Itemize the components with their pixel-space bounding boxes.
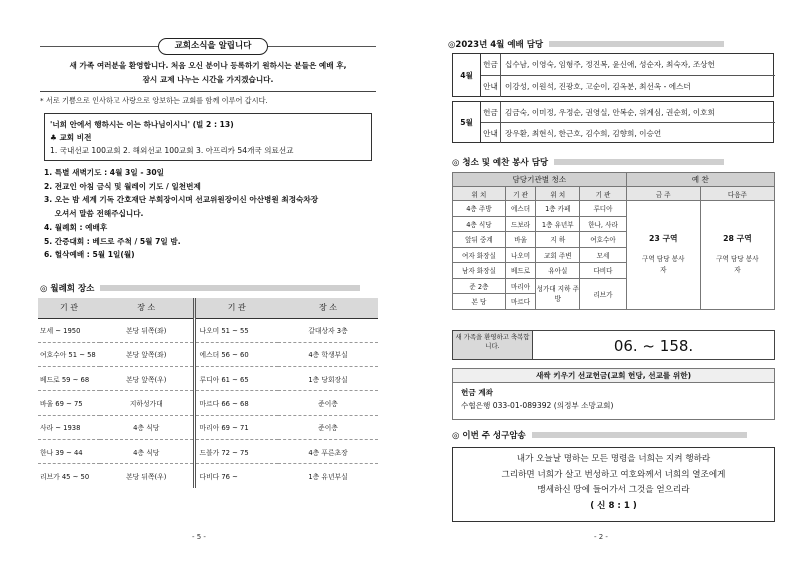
org-cell: 마리아 69 ~ 71 (194, 415, 278, 439)
serve-this-week-cell (626, 201, 700, 310)
duty-role: 헌금 (481, 102, 501, 122)
table-row (38, 415, 378, 439)
month-label: 5월 (453, 102, 481, 142)
page-number-left: - 5 - (192, 533, 206, 541)
duty-row (481, 102, 775, 123)
place-cell: 준이층 (278, 415, 378, 439)
table-row (38, 318, 378, 342)
duty-row (481, 123, 775, 143)
org-cell: 리브가 45 ~ 50 (38, 464, 100, 488)
duty-names: 이강성, 이원석, 진광호, 고순이, 김옥분, 최선옥 - 에스더 (505, 82, 691, 91)
announcement-item: 1. 특별 새벽기도 : 4월 3일 - 30일 (44, 168, 165, 177)
verse-line: 내가 오늘날 명하는 모든 명령을 너희는 지켜 행하라 (516, 454, 711, 464)
clean-section-title: ◎ 청소 및 예찬 봉사 담당 (452, 158, 549, 168)
worship-section-heading (40, 282, 360, 294)
month-label: 4월 (453, 54, 481, 96)
clean-header-side: 예 찬 (626, 173, 774, 187)
page-number-right: - 2 - (594, 533, 608, 541)
org-cell: 베드로 59 ~ 68 (38, 367, 100, 391)
cell: 지 하 (536, 232, 580, 248)
cell: 1층 카페 (536, 201, 580, 217)
place-cell: 1층 유년부실 (278, 464, 378, 488)
place-cell: 본당 뒤쪽(우) (100, 464, 194, 488)
section-bar (532, 432, 747, 438)
cleaning-table (452, 172, 775, 310)
org-cell: 에스더 56 ~ 60 (194, 342, 278, 366)
mission-title: 새싹 키우기 선교헌금(교회 헌당, 선교를 위한) (453, 369, 774, 383)
clean-section-heading (452, 156, 724, 168)
cell: 한나, 사라 (580, 216, 626, 232)
cell: 준 2층 (453, 278, 506, 294)
org-cell: 바울 69 ~ 75 (38, 391, 100, 415)
place-cell: 준이층 (278, 391, 378, 415)
verse-line: 그리하면 너희가 살고 번성하고 여호와께서 너희의 열조에게 (501, 469, 726, 480)
announcement-item: 6. 헐삭예배 : 5월 1일(월) (44, 250, 135, 260)
org-cell: 모세 ~ 1950 (38, 318, 100, 342)
duty-role: 안내 (481, 123, 501, 143)
cell: 4층 주방 (453, 201, 506, 217)
duty-names: 십수남, 이영숙, 임형주, 정진복, 윤신애, 성순자, 최숙자, 조상헌 (505, 60, 715, 69)
mission-account-label: 헌금 계좌 (461, 388, 493, 397)
announcement-item: 3. 오는 밤 세계 기독 간호재단 부회장이시며 선교위원장이신 아산병원 최정숙차장 (44, 195, 319, 205)
vision-verse: '너희 안에서 행하시는 이는 하나님이시니' (빌 2 : 13) (50, 120, 234, 129)
table-row (38, 439, 378, 463)
cell: 여호수아 (580, 232, 626, 248)
table-row (38, 391, 378, 415)
verse-section-heading (452, 429, 747, 441)
vision-title: ♣ 교회 비전 (50, 133, 92, 142)
sub-header: 다음주 (700, 187, 774, 201)
cell: 유아실 (536, 263, 580, 279)
cell: 모세 (580, 247, 626, 263)
new-family-label: 새 가족을 환영하고 축복합니다. (453, 331, 533, 359)
cell: 남자 화장실 (453, 263, 506, 279)
duty-row (481, 54, 775, 76)
section-bar (549, 41, 724, 47)
cell: 베드로 (505, 263, 535, 279)
duty-box-may (452, 101, 774, 143)
duty-row (481, 76, 775, 97)
place-cell: 1층 당회장실 (278, 367, 378, 391)
verse-reference: ( 신 8 : 1 ) (590, 500, 637, 511)
announcement-item: 2. 전교인 아침 금식 및 월레이 기도 / 일천번제 (44, 181, 201, 191)
duty-role: 안내 (481, 76, 501, 97)
worship-section-title: ◎ 월례회 장소 (40, 284, 95, 294)
cell: 1층 유년부 (536, 216, 580, 232)
place-cell: 4층 식당 (100, 439, 194, 463)
sub-header: 금 주 (626, 187, 700, 201)
duty-section-title: ◎2023년 4월 예배 담당 (448, 40, 544, 50)
duty-names: 장우환, 최현식, 한근호, 김수희, 김향희, 이승언 (505, 128, 662, 138)
serve-sub: 구역 담당 봉사자 (716, 255, 759, 275)
header-org: 기 관 (38, 298, 100, 318)
place-cell: 본당 앞쪽(우) (100, 367, 194, 391)
place-cell: 4층 푸른초장 (278, 439, 378, 463)
org-cell: 사라 ~ 1938 (38, 415, 100, 439)
table-row (38, 464, 378, 488)
welcome-line-1: 새 가족 여러분을 환영합니다. 처음 오신 분이나 등록하기 원하시는 분들은 예배 후, (69, 61, 347, 70)
welcome-line-2: 잠시 교제 나누는 시간을 가지겠습니다. (142, 75, 274, 84)
note-text: * 서로 기쁨으로 인사하고 사랑으로 앙보하는 교회를 함께 이루어 갑시다. (40, 96, 268, 105)
announcement-item: 4. 월례회 : 예배후 (44, 222, 108, 232)
header-place: 장 소 (278, 298, 378, 318)
duty-role: 헌금 (481, 54, 501, 75)
sub-header: 위 치 (453, 187, 506, 201)
header-place: 장 소 (100, 298, 194, 318)
announcement-list (44, 166, 374, 262)
cell: 교회 주변 (536, 247, 580, 263)
place-cell: 4층 학생부실 (278, 342, 378, 366)
section-bar (100, 285, 360, 291)
cell: 다비다 (580, 263, 626, 279)
sub-header: 기 관 (505, 187, 535, 201)
notice-title: 교회소식을 알립니다 (158, 38, 268, 55)
new-family-row (452, 330, 775, 360)
serve-sub: 구역 담당 봉사자 (642, 255, 685, 275)
announcement-item: 5. 간증대회 : 베드로 주척 / 5월 7일 밤. (44, 236, 181, 246)
table-row (453, 201, 775, 217)
sub-header: 위 치 (536, 187, 580, 201)
new-family-value: 06. ~ 158. (613, 337, 694, 355)
place-cell: 본당 앞쪽(좌) (100, 342, 194, 366)
table-row (38, 342, 378, 366)
clean-header-main: 담당기관별 청소 (453, 173, 627, 187)
duty-section-heading (448, 38, 724, 50)
duty-box-april (452, 53, 774, 97)
cell: 앞뒤 중계 (453, 232, 506, 248)
cell: 여자 화장실 (453, 247, 506, 263)
serve-this-week: 23 구역 (648, 234, 678, 244)
duty-names: 김금숙, 이미정, 우정순, 권영실, 안복순, 위계심, 권순희, 이호희 (505, 107, 715, 117)
org-cell: 드블가 72 ~ 75 (194, 439, 278, 463)
welcome-message (40, 56, 376, 92)
cell: 드보라 (505, 216, 535, 232)
serve-next-week-cell (700, 201, 774, 310)
memory-verse-box (452, 447, 775, 522)
cell: 마리아 (505, 278, 535, 294)
place-cell: 본당 뒤쪽(좌) (100, 318, 194, 342)
worship-location-table (38, 298, 378, 488)
org-cell: 루디아 61 ~ 65 (194, 367, 278, 391)
cell: 리브가 (580, 278, 626, 309)
cell: 4층 식당 (453, 216, 506, 232)
table-header-row (38, 298, 378, 318)
cell: 나오미 (505, 247, 535, 263)
vision-box (44, 113, 372, 161)
org-cell: 마르다 66 ~ 68 (194, 391, 278, 415)
cell: 마르다 (505, 294, 535, 310)
cell: 루디아 (580, 201, 626, 217)
announcement-item: 오셔서 말씀 전해주십니다. (44, 209, 144, 219)
verse-line: 맹세하신 땅에 들어가서 그것을 얻으리라 (537, 485, 690, 496)
sub-header: 기 관 (580, 187, 626, 201)
place-cell: 지하성가대 (100, 391, 194, 415)
org-cell: 한나 39 ~ 44 (38, 439, 100, 463)
header-org: 기 관 (194, 298, 278, 318)
vision-items: 1. 국내선교 100교회 2. 해외선교 100교회 3. 아프리카 54개국 의료선교 (50, 146, 294, 155)
place-cell: 4층 식당 (100, 415, 194, 439)
org-cell: 나오미 51 ~ 55 (194, 318, 278, 342)
section-bar (554, 159, 724, 165)
cell: 바울 (505, 232, 535, 248)
table-row (38, 367, 378, 391)
cell: 본 당 (453, 294, 506, 310)
cell: 성가대 지하 주방 (536, 278, 580, 309)
verse-section-title: ◎ 이번 주 성구암송 (452, 431, 526, 441)
mission-account: 수협은행 033-01-089392 (의정부 소망교회) (461, 401, 614, 410)
org-cell: 다비다 76 ~ (194, 464, 278, 488)
mission-offering-box (452, 368, 775, 420)
serve-next-week: 28 구역 (723, 234, 752, 244)
place-cell: 갈대상자 3층 (278, 318, 378, 342)
cell: 에스더 (505, 201, 535, 217)
org-cell: 여호수아 51 ~ 58 (38, 342, 100, 366)
